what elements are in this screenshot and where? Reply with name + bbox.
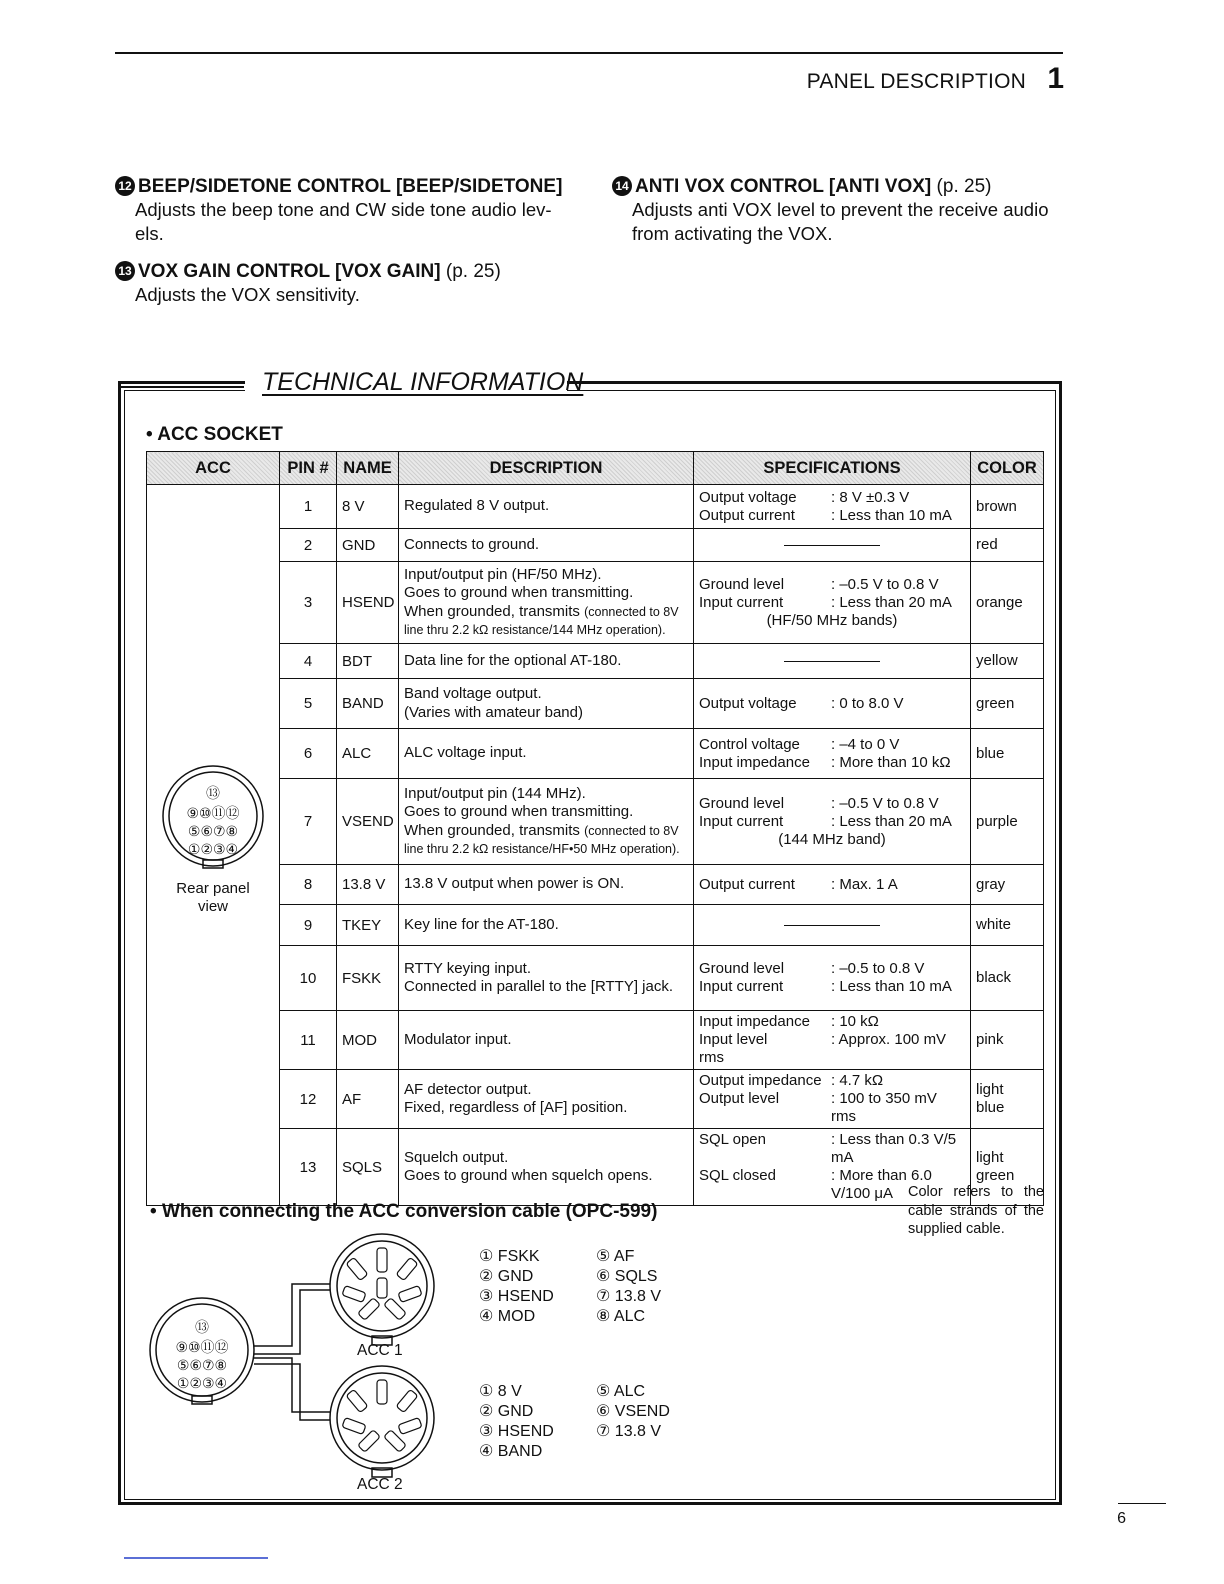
pin-description: ALC voltage input. [399, 729, 694, 779]
control-title: VOX GAIN CONTROL [VOX GAIN] [138, 261, 441, 282]
pin-name: SQLS [337, 1129, 399, 1206]
socket-pin-row1: ⑨⑩⑪⑫ [175, 1340, 229, 1356]
control-vox-gain [115, 261, 585, 307]
pin-description: Squelch output. Goes to ground when squelch opens. [399, 1129, 694, 1206]
page-edge-mark [124, 1557, 268, 1559]
socket-pin-row2: ⑤⑥⑦⑧ [176, 1358, 228, 1374]
acc1-pin-list: ① FSKK ⑤ AF ② GND ⑥ SQLS ③ HSEND ⑦ 13.8 V ④ MOD ⑧ ALC [479, 1248, 662, 1325]
acc1-label: ACC 1 [357, 1342, 403, 1359]
control-body-line: Adjusts the beep tone and CW side tone audio lev- [135, 199, 552, 220]
table-row [147, 644, 1044, 679]
pin-specifications [694, 644, 971, 679]
col-header-color: COLOR [971, 452, 1044, 485]
acc-cable-diagram [140, 1228, 460, 1498]
pin-name: 13.8 V [337, 865, 399, 905]
table-row [147, 485, 1044, 529]
wire-color: yellow [971, 644, 1044, 679]
acc-socket-heading: • ACC SOCKET [146, 424, 283, 445]
color-note: Color refers to the cable strands of the supplied cable. [908, 1184, 1044, 1237]
pin-specifications: Input impedance : 10 kΩ Input level : Approx. 100 mV rms [694, 1011, 971, 1070]
wire-color: orange [971, 562, 1044, 644]
pin-name: 8 V [337, 485, 399, 529]
table-row [147, 905, 1044, 946]
pin-name: TKEY [337, 905, 399, 946]
table-row [147, 679, 1044, 729]
tech-info-title: TECHNICAL INFORMATION [262, 368, 584, 396]
control-body-line: Adjusts anti VOX level to prevent the receive audio [632, 199, 1049, 220]
pin-description: Band voltage output. (Varies with amateur band) [399, 679, 694, 729]
wire-color: green [971, 679, 1044, 729]
pin-specifications: SQL open : Less than 0.3 V/5 mA SQL closed : More than 6.0 V/100 μA [694, 1129, 971, 1206]
pin-description: Data line for the optional AT-180. [399, 644, 694, 679]
col-header-description: DESCRIPTION [399, 452, 694, 485]
col-header-acc: ACC [147, 452, 280, 485]
pin-specifications: Ground level : –0.5 V to 0.8 V Input current : Less than 20 mA (HF/50 MHz bands) [694, 562, 971, 644]
wire-color: light blue [971, 1070, 1044, 1129]
col-header-pin: PIN # [280, 452, 337, 485]
item-number-12-icon: 12 [115, 176, 135, 196]
acc-13pin-socket-icon [158, 764, 268, 874]
wire-color: gray [971, 865, 1044, 905]
svg-text:①②③④: ①②③④ [187, 842, 239, 858]
svg-text:⑨⑩⑪⑫: ⑨⑩⑪⑫ [186, 806, 240, 822]
pin-number: 11 [280, 1011, 337, 1070]
pin-number: 8 [280, 865, 337, 905]
pin-specifications [694, 905, 971, 946]
wire-color: black [971, 946, 1044, 1011]
table-row [147, 529, 1044, 562]
pin-number: 10 [280, 946, 337, 1011]
pin-number: 1 [280, 485, 337, 529]
control-title: ANTI VOX CONTROL [ANTI VOX] [635, 176, 932, 197]
acc2-pin-list: ① 8 V ⑤ ALC ② GND ⑥ VSEND ③ HSEND ⑦ 13.8 V ④ BAND [479, 1383, 670, 1460]
cable-heading: • When connecting the ACC conversion cable (OPC-599) [150, 1201, 658, 1222]
no-spec-dash [784, 661, 880, 662]
pin-description: Connects to ground. [399, 529, 694, 562]
socket-pin-row3: ①②③④ [176, 1376, 228, 1392]
table-row [147, 865, 1044, 905]
item-number-14-icon: 14 [612, 176, 632, 196]
table-row [147, 562, 1044, 644]
acc2-label: ACC 2 [357, 1476, 403, 1493]
page-number: 6 [1117, 1510, 1126, 1527]
table-row [147, 779, 1044, 865]
pin-specifications: Output current : Max. 1 A [694, 865, 971, 905]
pin-specifications: Ground level : –0.5 V to 0.8 V Input current : Less than 20 mA (144 MHz band) [694, 779, 971, 865]
control-body-line: els. [135, 223, 164, 244]
pin-description: Modulator input. [399, 1011, 694, 1070]
pin-description: Input/output pin (144 MHz). Goes to ground when transmitting. When grounded, transmits (connected to 8V line thru 2.2 kΩ resistance/HF•50 MHz operation). [399, 779, 694, 865]
pin-name: VSEND [337, 779, 399, 865]
col-header-specifications: SPECIFICATIONS [694, 452, 971, 485]
header-section-title: PANEL DESCRIPTION [806, 70, 1026, 93]
pin-name: FSKK [337, 946, 399, 1011]
pin-name: BAND [337, 679, 399, 729]
pin-number: 6 [280, 729, 337, 779]
rear-panel-label: Rear panel view [176, 880, 250, 915]
pin-name: ALC [337, 729, 399, 779]
pin-description: Regulated 8 V output. [399, 485, 694, 529]
pin-description: 13.8 V output when power is ON. [399, 865, 694, 905]
no-spec-dash [784, 545, 880, 546]
table-row [147, 1070, 1044, 1129]
pin-number: 2 [280, 529, 337, 562]
table-row [147, 729, 1044, 779]
pin-specifications: Output voltage : 0 to 8.0 V [694, 679, 971, 729]
pin-name: BDT [337, 644, 399, 679]
control-anti-vox [612, 176, 1082, 246]
pin-description: RTTY keying input. Connected in parallel to the [RTTY] jack. [399, 946, 694, 1011]
svg-text:⑤⑥⑦⑧: ⑤⑥⑦⑧ [187, 824, 239, 840]
pin-name: GND [337, 529, 399, 562]
acc-socket-illustration [147, 485, 280, 1206]
pin-number: 12 [280, 1070, 337, 1129]
no-spec-dash [784, 925, 880, 926]
item-number-13-icon: 13 [115, 261, 135, 281]
wire-color: brown [971, 485, 1044, 529]
wire-color: blue [971, 729, 1044, 779]
control-body-line: from activating the VOX. [632, 223, 833, 244]
svg-text:⑬: ⑬ [206, 786, 220, 802]
pin-number: 7 [280, 779, 337, 865]
pin-specifications: Control voltage : –4 to 0 V Input impedance : More than 10 kΩ [694, 729, 971, 779]
pin-name: AF [337, 1070, 399, 1129]
control-beep-sidetone [115, 176, 585, 246]
pin-description: Key line for the AT-180. [399, 905, 694, 946]
wire-color: light green [971, 1129, 1044, 1206]
acc-socket-table [146, 451, 1044, 1206]
table-header-row [147, 452, 1044, 485]
control-page-ref: (p. 25) [445, 261, 501, 282]
pin-name: HSEND [337, 562, 399, 644]
pin-description: Input/output pin (HF/50 MHz). Goes to ground when transmitting. When grounded, transmits (connected to 8V line thru 2.2 kΩ resistance/144 MHz operation). [399, 562, 694, 644]
pin-number: 3 [280, 562, 337, 644]
pin-description: AF detector output. Fixed, regardless of [AF] position. [399, 1070, 694, 1129]
pin-specifications: Output impedance : 4.7 kΩ Output level : 100 to 350 mV rms [694, 1070, 971, 1129]
pin-number: 9 [280, 905, 337, 946]
pin-specifications: Ground level : –0.5 to 0.8 V Input current : Less than 10 mA [694, 946, 971, 1011]
header-rule [115, 52, 1063, 54]
table-row [147, 946, 1044, 1011]
wire-color: white [971, 905, 1044, 946]
wire-color: red [971, 529, 1044, 562]
header-chapter-number: 1 [1047, 62, 1064, 95]
wire-color: pink [971, 1011, 1044, 1070]
pin-number: 13 [280, 1129, 337, 1206]
pin-number: 4 [280, 644, 337, 679]
pin-specifications [694, 529, 971, 562]
table-row [147, 1011, 1044, 1070]
wire-color: purple [971, 779, 1044, 865]
control-page-ref: (p. 25) [936, 176, 992, 197]
pin-number: 5 [280, 679, 337, 729]
control-body-line: Adjusts the VOX sensitivity. [135, 284, 360, 305]
pin-specifications: Output voltage : 8 V ±0.3 V Output current : Less than 10 mA [694, 485, 971, 529]
socket-pin-top: ⑬ [195, 1320, 209, 1336]
pin-name: MOD [337, 1011, 399, 1070]
control-title: BEEP/SIDETONE CONTROL [BEEP/SIDETONE] [138, 176, 563, 197]
col-header-name: NAME [337, 452, 399, 485]
